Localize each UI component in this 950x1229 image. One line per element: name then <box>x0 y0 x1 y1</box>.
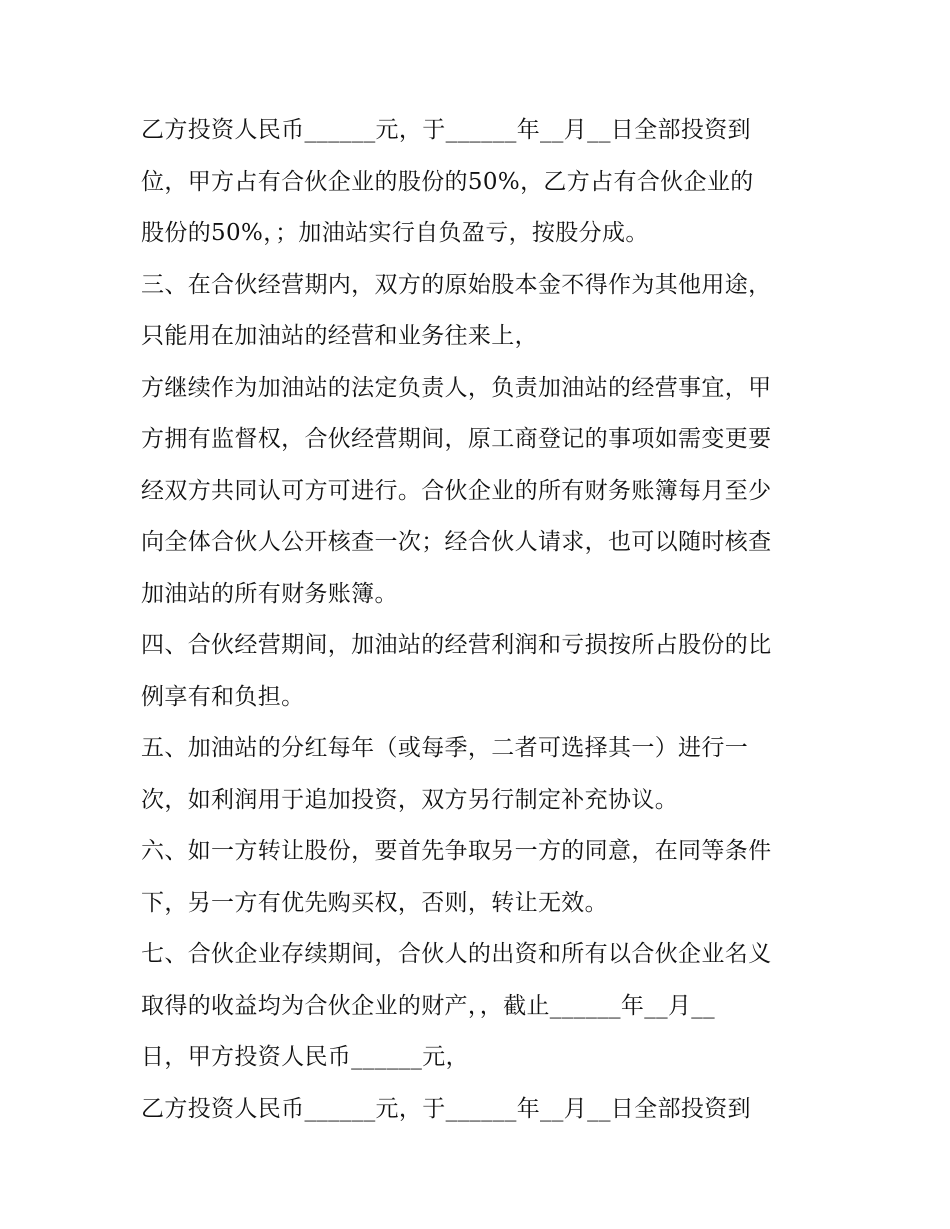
text-line: 次，如利润用于追加投资，双方另行制定补充协议。 <box>141 786 679 813</box>
text-line: 只能用在加油站的经营和业务往来上， <box>141 323 538 349</box>
text-line: 经双方共同认可方可进行。合伙企业的所有财务账簿每月至少 <box>141 477 772 504</box>
text-line: 日，甲方投资人民币______元， <box>141 1044 469 1070</box>
document-body <box>141 105 821 1135</box>
text-line: 位，甲方占有合伙企业的股份的50%，乙方占有合伙企业的 <box>141 168 754 195</box>
text-line: 股份的50%，；加油站实行自负盈亏，按股分成。 <box>141 220 649 246</box>
text-line: 五、加油站的分红每年（或每季，二者可选择其一）进行一 <box>141 735 749 761</box>
text-line: 乙方投资人民币______元，于______年__月__日全部投资到 <box>141 117 751 143</box>
text-line: 四、合伙经营期间，加油站的经营利润和亏损按所占股份的比 <box>141 632 772 658</box>
text-line: 方拥有监督权，合伙经营期间，原工商登记的事项如需变更要 <box>141 426 772 452</box>
text-line: 下，另一方有优先购买权，否则，转让无效。 <box>141 889 608 916</box>
text-line: 六、如一方转让股份，要首先争取另一方的同意，在同等条件 <box>141 838 772 864</box>
text-line: 加油站的所有财务账簿。 <box>141 580 398 607</box>
text-line: 例享有和负担。 <box>141 683 305 710</box>
text-line: 方继续作为加油站的法定负责人，负责加油站的经营事宜，甲 <box>141 374 772 401</box>
text-line: 取得的收益均为合伙企业的财产，，截止______年__月__ <box>141 992 715 1019</box>
text-line: 三、在合伙经营期内，双方的原始股本金不得作为其他用途， <box>141 271 772 298</box>
text-line: 乙方投资人民币______元，于______年__月__日全部投资到 <box>141 1095 751 1122</box>
text-line: 向全体合伙人公开核查一次；经合伙人请求，也可以随时核查 <box>141 529 772 555</box>
text-line: 七、合伙企业存续期间，合伙人的出资和所有以合伙企业名义 <box>141 941 772 967</box>
